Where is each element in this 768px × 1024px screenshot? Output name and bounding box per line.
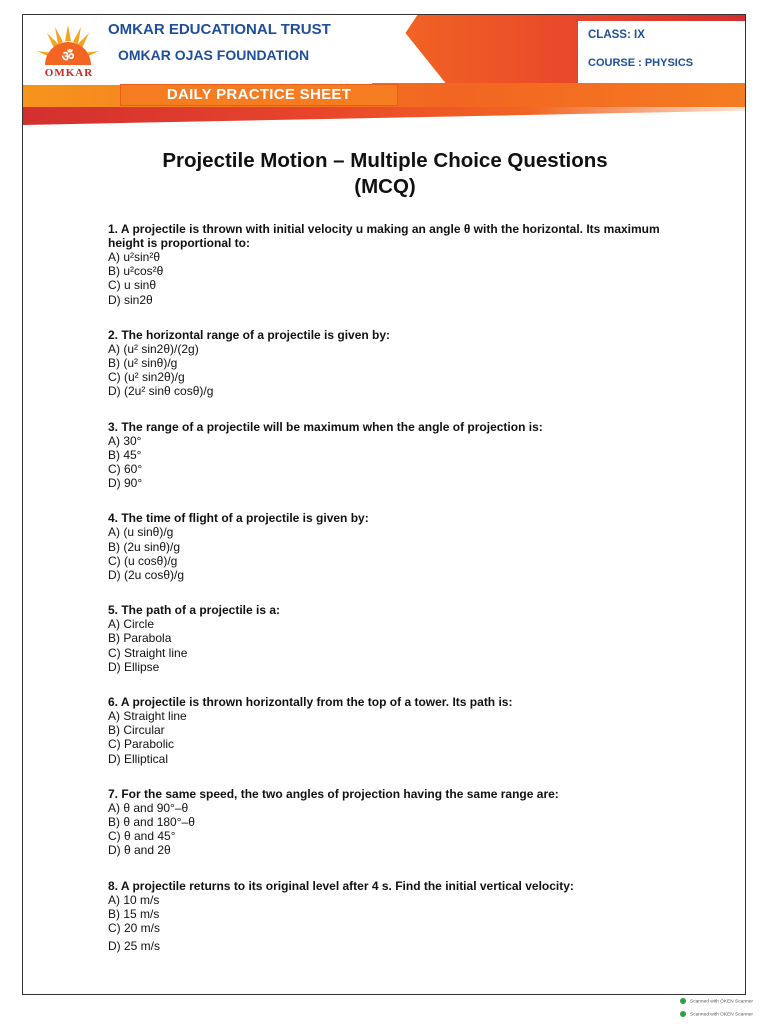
option-a: A) θ and 90°–θ [108, 800, 189, 815]
scanner-watermark-1 [680, 998, 753, 1004]
org-name-line2: OMKAR OJAS FOUNDATION [118, 47, 310, 63]
question-6 [108, 695, 668, 766]
question-text: 6. A projectile is thrown horizontally from the top of a tower. Its path is: [108, 695, 513, 710]
scanner-logo-icon [680, 1011, 686, 1017]
option-b: B) 45° [108, 447, 142, 462]
question-list [108, 222, 668, 975]
option-c: C) u sinθ [108, 278, 157, 293]
question-5 [108, 603, 668, 674]
option-d: D) (2u cosθ)/g [108, 568, 185, 583]
option-d: D) Ellipse [108, 659, 160, 674]
scanner-note: Scanned with OKEN Scanner [690, 1012, 753, 1018]
question-7 [108, 787, 668, 858]
option-b: B) 15 m/s [108, 906, 160, 921]
option-b: B) (u² sinθ)/g [108, 356, 178, 371]
question-text: 1. A projectile is thrown with initial velocity u making an angle θ with the horizontal. Its maximum height is proportional to: [108, 222, 660, 250]
option-b: B) Parabola [108, 631, 172, 646]
page-title-line1: Projectile Motion – Multiple Choice Questions [162, 149, 608, 172]
scanner-logo-icon [680, 998, 686, 1004]
option-b: B) Circular [108, 723, 165, 738]
option-c: C) Straight line [108, 645, 188, 660]
question-text: 7. For the same speed, the two angles of projection having the same range are: [108, 786, 559, 801]
question-text: 8. A projectile returns to its original level after 4 s. Find the initial vertical velocity: [108, 878, 574, 893]
option-c: C) (u cosθ)/g [108, 553, 178, 568]
scanner-note: Scanned with OKEN Scanner [690, 999, 753, 1005]
option-c: C) (u² sin2θ)/g [108, 370, 185, 385]
option-a: A) Circle [108, 617, 155, 632]
option-b: B) (2u sinθ)/g [108, 539, 181, 554]
question-8 [108, 879, 668, 954]
option-c: C) 20 m/s [108, 921, 161, 936]
option-c: C) Parabolic [108, 737, 175, 752]
course-label: COURSE : PHYSICS [588, 57, 694, 69]
question-4 [108, 511, 668, 582]
option-d: D) sin2θ [108, 292, 153, 307]
option-a: A) 30° [108, 433, 142, 448]
option-d: D) Elliptical [108, 751, 169, 766]
header-banner [23, 15, 745, 125]
question-2 [108, 328, 668, 399]
daily-practice-sheet-banner: DAILY PRACTICE SHEET [120, 84, 398, 106]
option-c: C) θ and 45° [108, 829, 176, 844]
option-c: C) 60° [108, 462, 143, 477]
option-d: D) θ and 2θ [108, 843, 171, 858]
option-d: D) 90° [108, 476, 143, 491]
question-text: 4. The time of flight of a projectile is given by: [108, 511, 369, 526]
scanner-watermark-2 [680, 1011, 753, 1017]
option-b: B) θ and 180°–θ [108, 815, 195, 830]
option-a: A) (u sinθ)/g [108, 525, 174, 540]
page-title [40, 148, 730, 200]
question-text: 3. The range of a projectile will be maximum when the angle of projection is: [108, 419, 543, 434]
class-label: CLASS: IX [588, 29, 645, 41]
option-a: A) (u² sin2θ)/(2g) [108, 341, 199, 356]
question-3 [108, 420, 668, 491]
option-b: B) u²cos²θ [108, 264, 164, 279]
option-a: A) u²sin²θ [108, 250, 161, 264]
logo-text: OMKAR [44, 67, 94, 79]
question-text: 2. The horizontal range of a projectile is given by: [108, 327, 391, 342]
svg-text:ॐ: ॐ [61, 49, 75, 65]
page-title-line2: (MCQ) [354, 175, 416, 198]
option-a: A) Straight line [108, 709, 187, 724]
question-text: 5. The path of a projectile is a: [108, 603, 281, 618]
header-stripe-bottom [23, 107, 745, 125]
option-a: A) 10 m/s [108, 892, 160, 907]
option-d: D) 25 m/s [108, 939, 161, 954]
option-d: D) (2u² sinθ cosθ)/g [108, 384, 214, 399]
question-1 [108, 222, 668, 307]
org-name-line1: OMKAR EDUCATIONAL TRUST [108, 21, 331, 38]
